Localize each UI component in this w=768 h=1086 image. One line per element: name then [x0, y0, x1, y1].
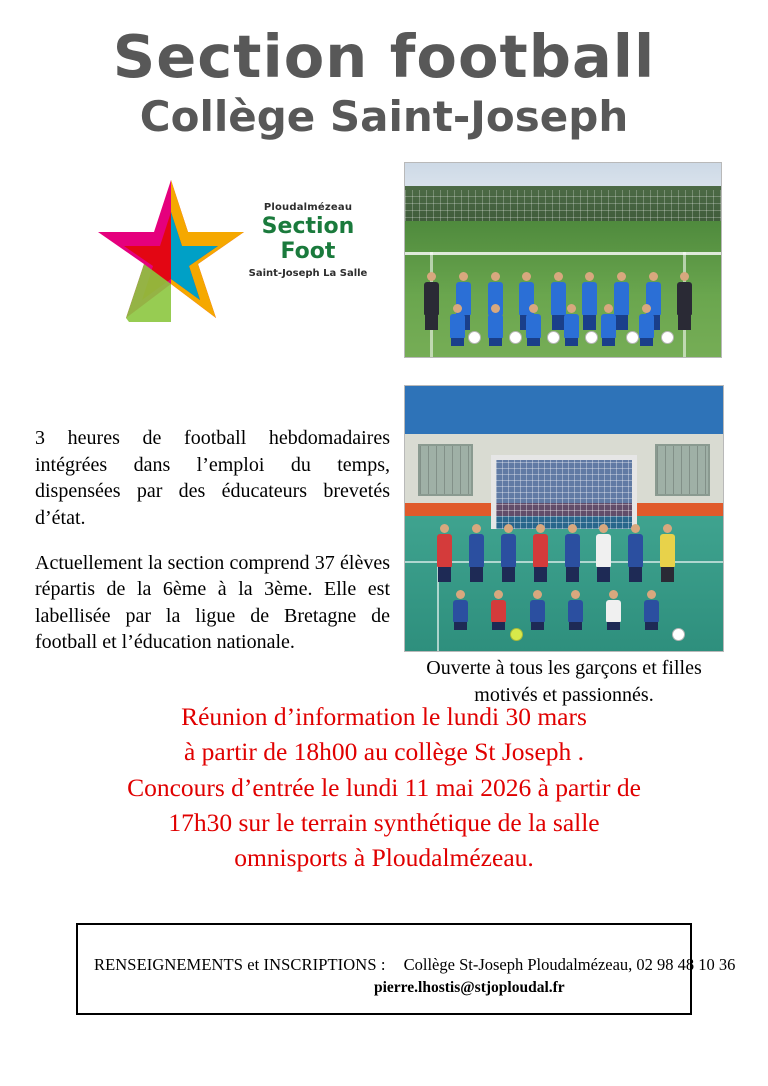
- team-photo-indoor: [404, 385, 724, 652]
- contact-label: RENSEIGNEMENTS et INSCRIPTIONS :: [94, 955, 386, 974]
- page-title: Section football: [112, 22, 656, 91]
- photo-caption: [404, 655, 724, 708]
- announcement-line-1: Réunion d’information le lundi 30 mars: [181, 702, 587, 732]
- announcement-line-2: à partir de 18h00 au collège St Joseph .: [183, 737, 585, 767]
- description-and-indoor-photo-row: [0, 383, 768, 706]
- section-foot-logo: [96, 172, 366, 322]
- logo-text-block: [248, 202, 368, 279]
- poster-header: [0, 0, 768, 140]
- page-subtitle: Collège Saint-Joseph: [139, 91, 629, 141]
- announcement-line-4: 17h30 sur le terrain synthétique de la salle: [168, 807, 600, 837]
- announcement-line-5: omnisports à Ploudalmézeau.: [234, 842, 534, 872]
- description-paragraph-2: Actuellement la section comprend 37 élèves répartis de la 6ème à la 3ème. Elle est labellisée par la ligue de Bretagne de football et l’éducation nationale.: [35, 551, 390, 654]
- announcement-line-3: Concours d’entrée le lundi 11 mai 2026 à partir de: [127, 772, 641, 802]
- contact-value: Collège St-Joseph Ploudalmézeau, 02 98 48 10 36: [403, 955, 736, 974]
- photo-caption-text: Ouverte à tous les garçons et filles motivés et passionnés.: [426, 657, 702, 706]
- contact-email[interactable]: pierre.lhostis@stjoploudal.fr: [374, 979, 565, 996]
- announcement-block: [0, 699, 768, 875]
- description-text: [35, 425, 390, 674]
- contact-primary-line: [94, 955, 735, 975]
- logo-main-label: Section Foot: [261, 214, 355, 265]
- logo-town-label: Ploudalmézeau: [263, 202, 353, 214]
- description-paragraph-1: 3 heures de football hebdomadaires intégrées dans l’emploi du temps, dispensées par des éducateurs brevetés d’état.: [35, 427, 390, 529]
- contact-info-box: [76, 923, 736, 1015]
- logo-and-team-photo-row: [0, 154, 768, 369]
- logo-school-label: Saint-Joseph La Salle: [248, 267, 368, 279]
- team-photo-outdoor: [404, 162, 722, 358]
- star-logo-icon: [96, 172, 246, 322]
